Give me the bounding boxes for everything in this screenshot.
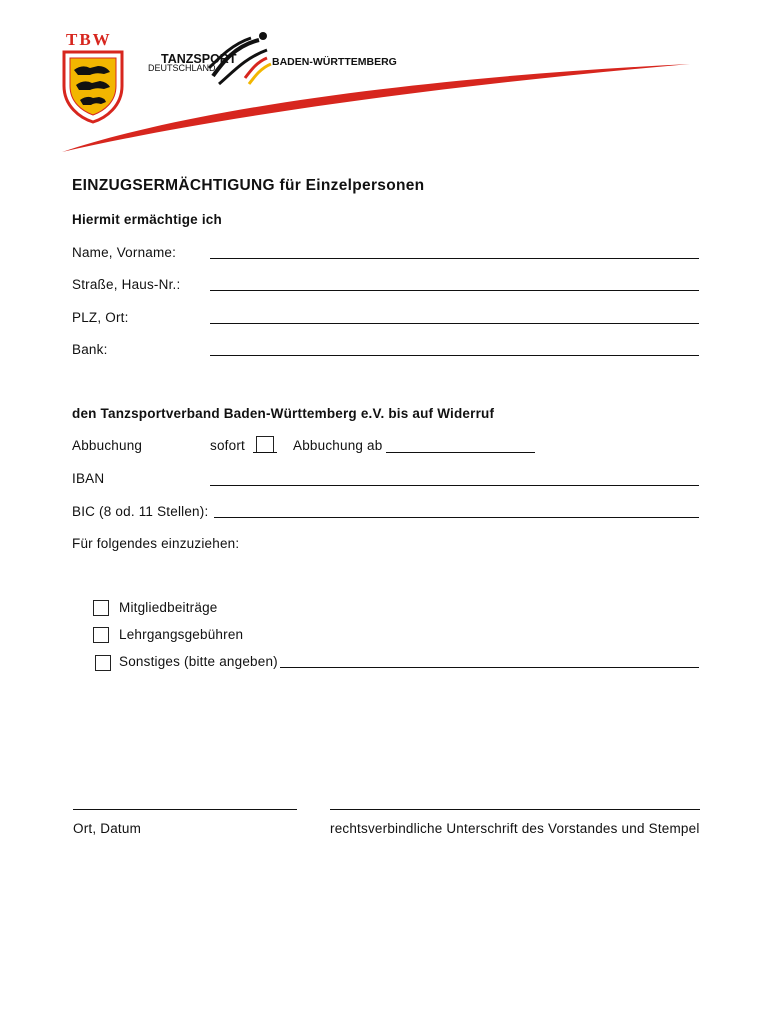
signature-label: rechtsverbindliche Unterschrift des Vorstandes und Stempel <box>330 821 700 836</box>
debit-from-field[interactable] <box>386 452 535 453</box>
tbw-label: TBW <box>66 30 112 49</box>
other-checkbox[interactable] <box>95 655 111 671</box>
tanzsport-label: TANZSPORT <box>161 52 237 66</box>
course-fees-checkbox[interactable] <box>93 627 109 643</box>
other-specify-field[interactable] <box>280 667 699 668</box>
iban-field[interactable] <box>210 485 699 486</box>
sofort-underline <box>253 452 277 453</box>
region-label: BADEN-WÜRTTEMBERG <box>272 56 397 68</box>
iban-label: IBAN <box>72 471 105 486</box>
zip-city-field-label: PLZ, Ort: <box>72 310 129 325</box>
bank-field-label: Bank: <box>72 342 108 357</box>
debit-from-label: Abbuchung ab <box>293 438 383 453</box>
authorization-text: den Tanzsportverband Baden-Württemberg e.V. bis auf Widerruf <box>72 406 495 421</box>
sofort-checkbox[interactable] <box>256 436 274 453</box>
course-fees-label: Lehrgangsgebühren <box>119 627 244 642</box>
bic-label: BIC (8 od. 11 Stellen): <box>72 504 209 519</box>
place-date-label: Ort, Datum <box>73 821 142 836</box>
bank-field[interactable] <box>210 355 699 356</box>
zip-city-field[interactable] <box>210 323 699 324</box>
street-field-label: Straße, Haus-Nr.: <box>72 277 181 292</box>
intro-text: Hiermit ermächtige ich <box>72 212 222 227</box>
street-field[interactable] <box>210 290 699 291</box>
place-date-line[interactable] <box>73 809 297 810</box>
page-title: EINZUGSERMÄCHTIGUNG für Einzelpersonen <box>72 177 425 194</box>
membership-fees-label: Mitgliedbeiträge <box>119 600 218 615</box>
sofort-label: sofort <box>210 438 245 453</box>
name-field-label: Name, Vorname: <box>72 245 177 260</box>
name-field[interactable] <box>210 258 699 259</box>
membership-fees-checkbox[interactable] <box>93 600 109 616</box>
header <box>0 0 770 160</box>
header-swoosh-line <box>0 0 770 160</box>
collect-label: Für folgendes einzuziehen: <box>72 536 240 551</box>
debit-label: Abbuchung <box>72 438 143 453</box>
other-label: Sonstiges (bitte angeben) <box>119 654 278 669</box>
deutschland-label: DEUTSCHLAND <box>148 63 216 73</box>
bic-field[interactable] <box>214 517 699 518</box>
signature-line[interactable] <box>330 809 700 810</box>
